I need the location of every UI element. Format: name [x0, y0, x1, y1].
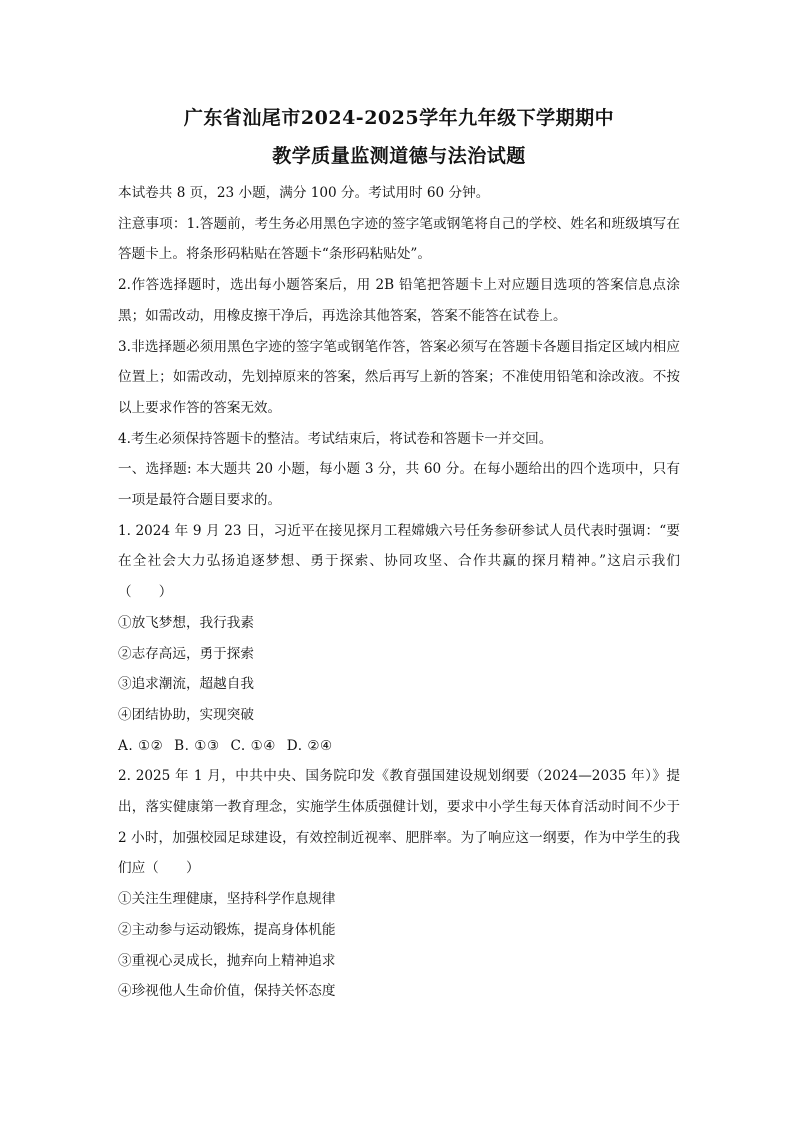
section-heading: 一、选择题: 本大题共 20 小题，每小题 3 分，共 60 分。在每小题给出的四个选项中，只有一项是最符合题目要求的。	[118, 461, 680, 509]
intro-text: 本试卷共 8 页，23 小题，满分 100 分。考试用时 60 分钟。	[118, 185, 490, 201]
question-stem: 2. 2025 年 1 月，中共中央、国务院印发《教育强国建设规划纲要（2024—2035 年）》提出，落实健康第一教育理念，实施学生体质强健计划，要求中小学生每天体育活动时间不少于 2 小时，加强校园足球建设，有效控制近视率、肥胖率。为了响应这一纲要，作为中学生的我们应（ ）	[118, 768, 680, 877]
exam-page	[118, 100, 680, 1007]
exam-title-line2: 教学质量监测道德与法治试题	[272, 145, 526, 167]
answer-choices	[118, 731, 680, 762]
note-2: 2.作答选择题时，选出每小题答案后，用 2B 铅笔把答题卡上对应题目选项的答案信息点涂黑；如需改动，用橡皮擦干净后，再选涂其他答案，答案不能答在试卷上。	[118, 277, 680, 324]
option-item: ④团结协助，实现突破	[118, 706, 254, 723]
option-item: ③重视心灵成长，抛弃向上精神追求	[118, 952, 336, 969]
answer-choice-d: D. ②④	[286, 737, 333, 754]
answer-choice-b: B. ①③	[174, 737, 220, 754]
question-1	[118, 516, 680, 762]
option-item: ④珍视他人生命价值，保持关怀态度	[118, 983, 336, 1000]
option-item: ②主动参与运动锻炼，提高身体机能	[118, 921, 336, 938]
note-1: 注意事项：1.答题前，考生务必用黑色字迹的签字笔或钢笔将自己的学校、姓名和班级填写在答题卡上。将条形码粘贴在答题卡“条形码粘贴处”。	[118, 215, 680, 263]
note-3: 3.非选择题必须用黑色字迹的签字笔或钢笔作答，答案必须写在答题卡各题目指定区域内相应位置上；如需改动，先划掉原来的答案，然后再写上新的答案；不准使用铅笔和涂改液。不按以上要求作答的答案无效。	[118, 338, 680, 416]
answer-choice-c: C. ①④	[230, 737, 276, 754]
note-4: 4.考生必须保持答题卡的整洁。考试结束后，将试卷和答题卡一并交回。	[118, 430, 553, 447]
option-item: ①关注生理健康，坚持科学作息规律	[118, 891, 336, 908]
exam-title-line1: 广东省汕尾市2024-2025学年九年级下学期期中	[183, 107, 615, 129]
option-item: ①放飞梦想，我行我素	[118, 614, 254, 631]
option-item: ②志存高远，勇于探索	[118, 645, 254, 662]
answer-choice-a: A. ①②	[118, 737, 164, 754]
option-item: ③追求潮流，超越自我	[118, 676, 254, 693]
question-stem: 1. 2024 年 9 月 23 日，习近平在接见探月工程嫦娥六号任务参研参试人员代表时强调：“要在全社会大力弘扬追逐梦想、勇于探索、协同攻坚、合作共赢的探月精神。”这启示我们（ ）	[118, 522, 680, 601]
question-2	[118, 761, 680, 1007]
